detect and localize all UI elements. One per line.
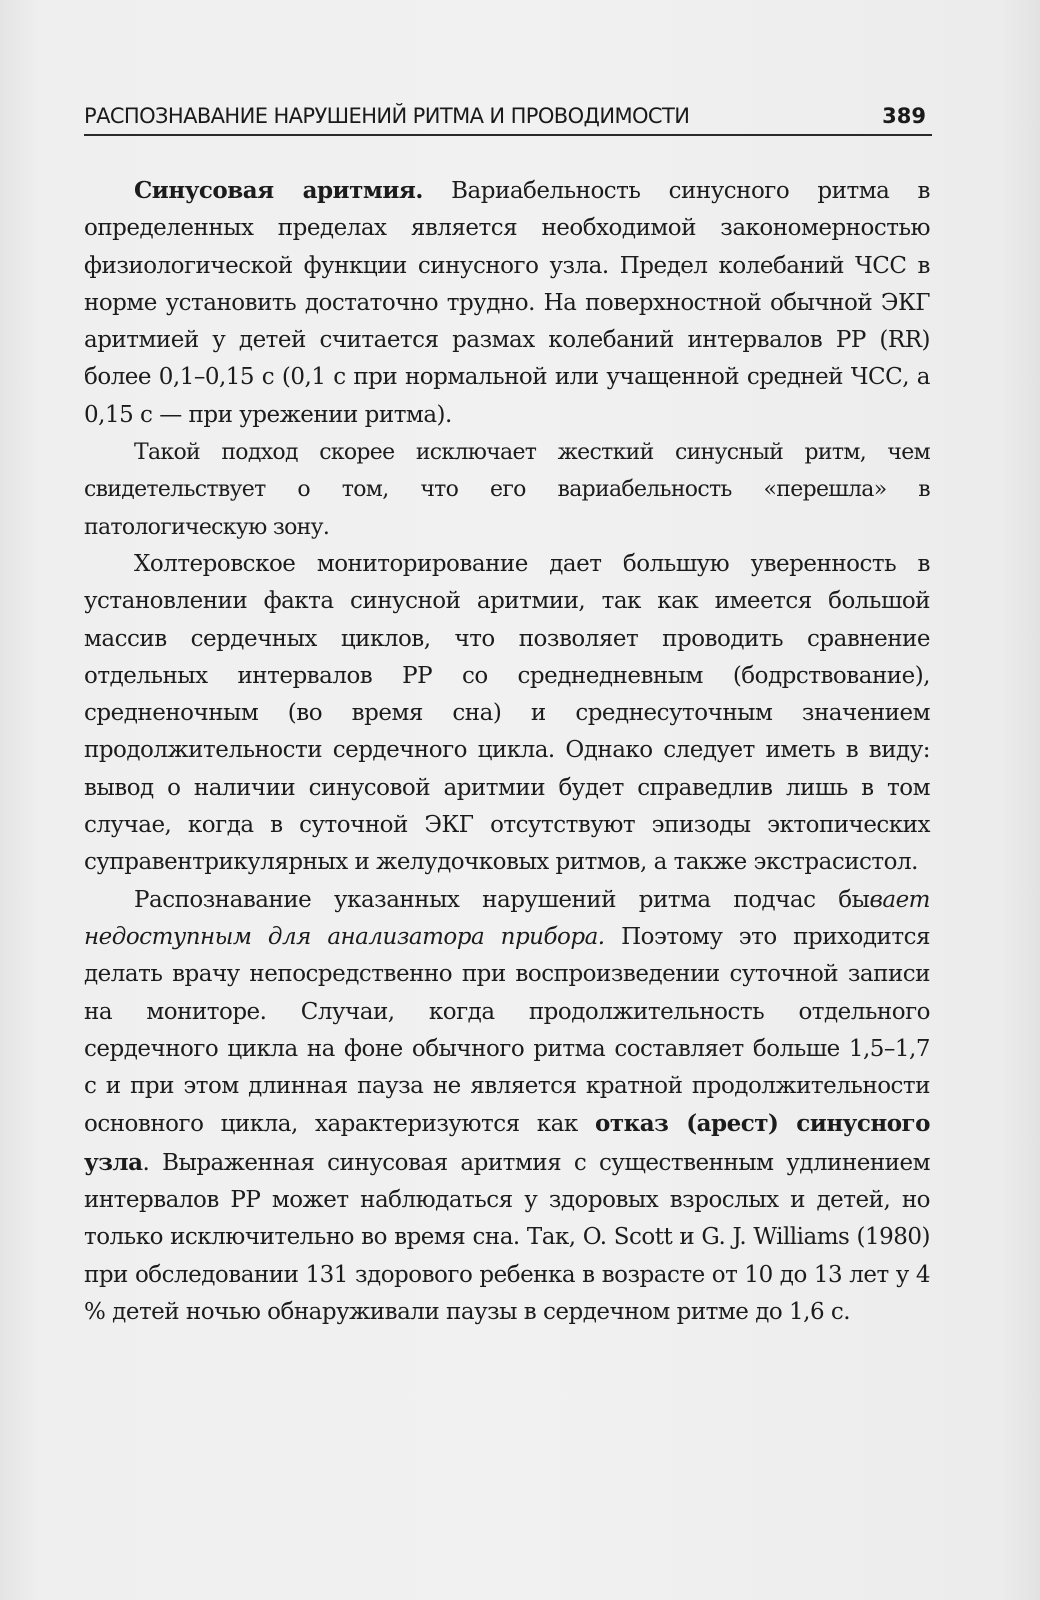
paragraph-text-mid: Поэтому это приходится делать врачу непосредственно при воспроизведении суточной записи на мониторе. Случаи, когда продолжительность отдельного сердечного цикла на фоне обычного ритма составляет больше 1,5–1,7 с и при этом длинная пауза не является кратной продолжительности основного цикла, характеризуются как <box>84 923 930 1138</box>
paragraph-text: Вариабельность синусного ритма в определенных пределах является необходимой закономерностью физиологической функции синусного узла. Предел колебаний ЧСС в норме установить достаточно трудно. На поверхностной обычной ЭКГ аритмией у детей считается размах колебаний интервалов РР (RR) более 0,1–0,15 с (0,1 с при нормальной или учащенной средней ЧСС, а 0,15 с — при урежении ритма). <box>84 178 930 428</box>
paragraph-text: Такой подход скорее исключает жесткий синусный ритм, чем свидетельствует о том, что его вариабельность «перешла» в патологическую зону. <box>84 440 930 540</box>
page-number: 389 <box>882 104 926 128</box>
running-header-title: РАСПОЗНАВАНИЕ НАРУШЕНИЙ РИТМА И ПРОВОДИМОСТИ <box>84 104 690 128</box>
paragraph-text-end: . Выраженная синусовая аритмия с существенным удлинением интервалов РР может наблюдаться у здоровых взрослых и детей, но только исключительно во время сна. Так, O. Scott и G. J. Williams (1980) при обследовании 131 здорового ребенка в возрасте от 10 до 13 лет у 4 % детей ночью обнаруживали паузы в сердечном ритме до 1,6 с. <box>84 1149 930 1325</box>
paragraph-holter-monitoring <box>84 546 930 882</box>
paragraph-heading: Синусовая аритмия. <box>134 177 423 204</box>
running-header <box>84 102 932 136</box>
paragraph-italic-phrase: вает недоступным для анализатора прибора. <box>84 886 930 950</box>
paragraph-text: Холтеровское мониторирование дает большую уверенность в установлении факта синусной аритмии, так как имеется большой массив сердечных циклов, что позволяет проводить сравнение отдельных интервалов РР со среднедневным (бодрствование), средненочным (во время сна) и среднесуточным значением продолжительности сердечного цикла. Однако следует иметь в виду: вывод о наличии синусовой аритмии будет справедлив лишь в том случае, когда в суточной ЭКГ отсутствуют эпизоды эктопических суправентрикулярных и желудочковых ритмов, а также экстрасистол. <box>84 550 930 876</box>
paragraph-bold-term: отказ (арест) синусного узла <box>84 1110 930 1176</box>
paragraph-recognition <box>84 882 930 1332</box>
paragraph-text-start: Распознавание указанных нарушений ритма подчас бы <box>134 886 870 913</box>
paragraph-sinus-arrhythmia <box>84 172 930 434</box>
paragraph-approach <box>84 434 930 546</box>
body-text <box>84 172 930 1331</box>
